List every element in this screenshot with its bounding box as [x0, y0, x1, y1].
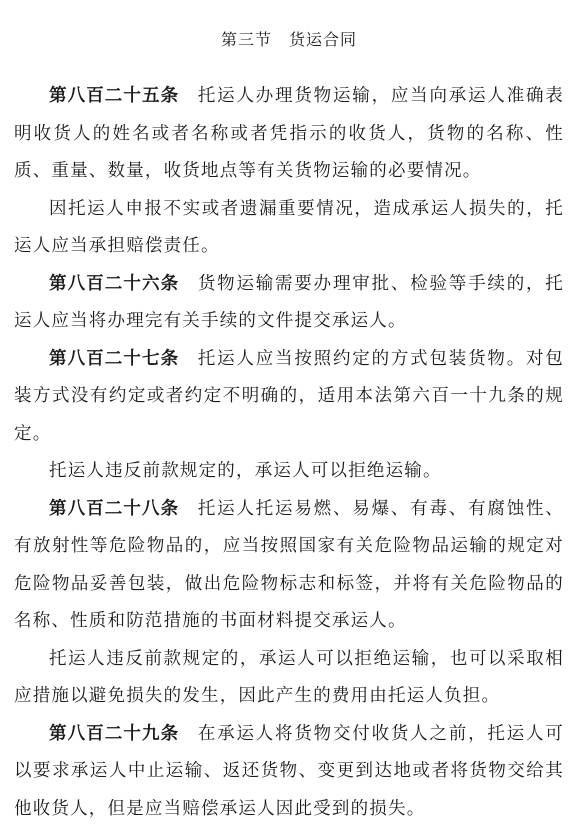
article-828-paragraph — [14, 491, 564, 641]
section-title: 第三节 货运合同 — [14, 28, 564, 52]
article-number: 第八百二十八条 — [49, 499, 179, 519]
article-number: 第八百二十六条 — [49, 274, 179, 294]
article-text: 托运人违反前款规定的，承运人可以拒绝运输，也可以采取相应措施以避免损失的发生，因此产生的费用由托运人负担。 — [14, 649, 564, 707]
article-827-paragraph-2 — [14, 453, 564, 491]
article-825-paragraph — [14, 78, 564, 191]
article-number: 第八百二十九条 — [49, 724, 179, 744]
article-826-paragraph — [14, 266, 564, 341]
article-text: 在承运人将货物交付收货人之前，托运人可以要求承运人中止运输、返还货物、变更到达地或者将货物交给其他收货人，但是应当赔偿承运人因此受到的损失。 — [14, 724, 564, 819]
article-829-paragraph — [14, 716, 564, 828]
article-number: 第八百二十五条 — [49, 86, 179, 106]
article-text: 托运人应当按照约定的方式包装货物。对包装方式没有约定或者约定不明确的，适用本法第六百一十九条的规定。 — [14, 349, 564, 444]
article-825-paragraph-2 — [14, 191, 564, 266]
article-text: 托运人托运易燃、易爆、有毒、有腐蚀性、有放射性等危险物品的，应当按照国家有关危险物品运输的规定对危险物品妥善包装，做出危险物标志和标签，并将有关危险物品的名称、性质和防范措施的书面材料提交承运人。 — [14, 499, 564, 632]
article-text: 托运人违反前款规定的，承运人可以拒绝运输。 — [49, 461, 442, 481]
article-text: 因托运人申报不实或者遗漏重要情况，造成承运人损失的，托运人应当承担赔偿责任。 — [14, 199, 564, 257]
article-number: 第八百二十七条 — [49, 349, 179, 369]
article-828-paragraph-2 — [14, 641, 564, 716]
article-text: 托运人办理货物运输，应当向承运人准确表明收货人的姓名或者名称或者凭指示的收货人，货物的名称、性质、重量、数量，收货地点等有关货物运输的必要情况。 — [14, 86, 564, 181]
article-827-paragraph — [14, 341, 564, 454]
article-text: 货物运输需要办理审批、检验等手续的，托运人应当将办理完有关手续的文件提交承运人。 — [14, 274, 564, 332]
